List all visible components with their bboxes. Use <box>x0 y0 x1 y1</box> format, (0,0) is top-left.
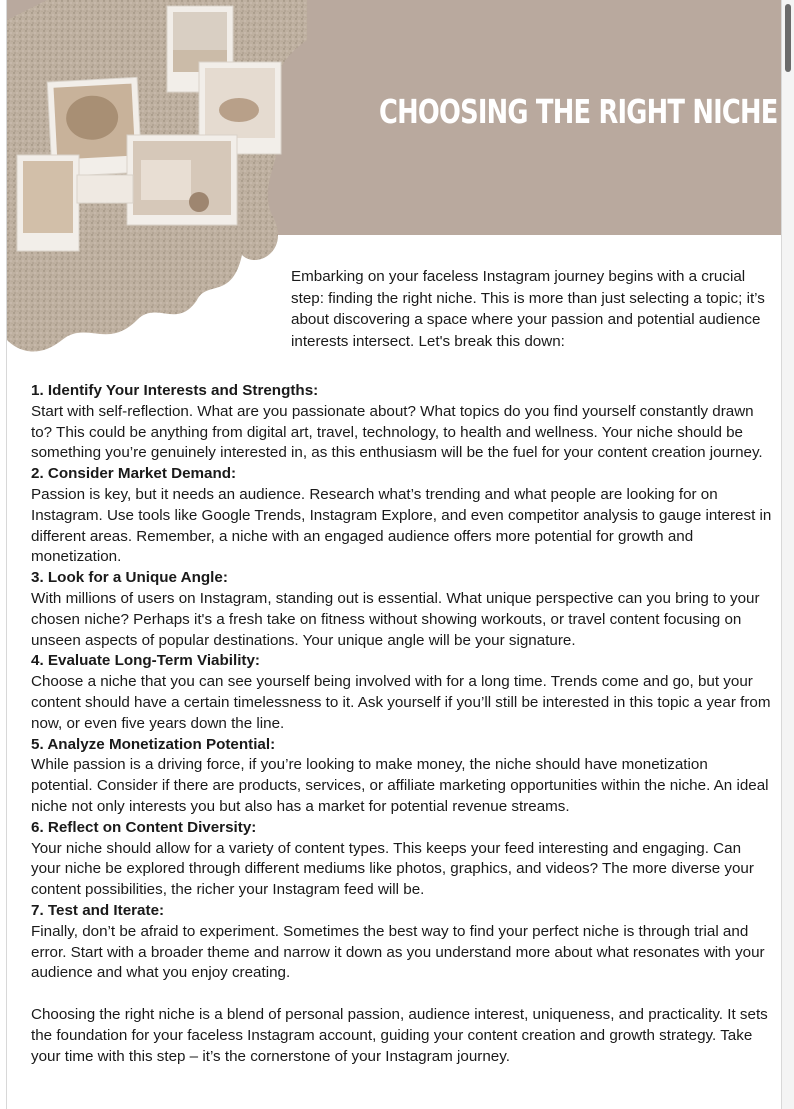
section <box>31 568 773 651</box>
section-heading: 3. Look for a Unique Angle: <box>31 569 228 587</box>
section <box>31 651 773 734</box>
section-text: Choose a niche that you can see yourself being involved with for a long time. Trends come and go, but your content should have a certain timelessness to it. Ask yourself if you’ll still be interested in this topic a year from now, or even five years down the line. <box>31 673 771 732</box>
polaroid-photo <box>127 135 237 225</box>
section <box>31 735 773 818</box>
section-text: Start with self-reflection. What are you passionate about? What topics do you find yourself constantly drawn to? This could be anything from digital art, travel, technology, to health and wellness. Your niche should be something you’re genuinely interested in, as this enthusiasm will be the fuel for your content creation journey. <box>31 402 763 462</box>
section-text: Your niche should allow for a variety of content types. This keeps your feed interesting and engaging. Can your niche be explored through different mediums like photos, graphics, and videos? The more diverse your content possibilities, the richer your Instagram feed will be. <box>31 839 754 899</box>
section-text: While passion is a driving force, if you’re looking to make money, the niche should have monetization potential. Consider if there are products, services, or affiliate marketing opportunities within the niche. An ideal niche not only interests you but also has a market for potential revenue streams. <box>31 756 769 815</box>
section <box>31 901 773 984</box>
page-title: CHOOSING THE RIGHT NICHE <box>379 92 778 131</box>
section-heading: 4. Evaluate Long-Term Viability: <box>31 652 260 670</box>
section-heading: 7. Test and Iterate: <box>31 901 165 919</box>
section <box>31 464 773 568</box>
article-body <box>31 381 773 1067</box>
document-page <box>6 0 782 1109</box>
section-heading: 5. Analyze Monetization Potential: <box>31 735 276 753</box>
polaroid-photo <box>77 175 133 203</box>
section-text: With millions of users on Instagram, standing out is essential. What unique perspective can you bring to your chosen niche? Perhaps it's a fresh take on fitness without showing workouts, or travel content focusing on unseen aspects of popular destinations. Your unique angle will be your signature. <box>31 589 760 649</box>
polaroid-photo <box>17 155 79 251</box>
section <box>31 818 773 901</box>
section <box>31 381 773 464</box>
scrollbar-thumb[interactable] <box>785 4 791 72</box>
conclusion-paragraph: Choosing the right niche is a blend of personal passion, audience interest, uniqueness, and practicality. It sets the foundation for your faceless Instagram account, guiding your content creation and growth strategy. Take your time with this step – it’s the cornerstone of your Instagram journey. <box>31 1005 768 1065</box>
section-text: Finally, don’t be afraid to experiment. Sometimes the best way to find your perfect niche is through trial and error. Start with a broader theme and narrow it down as you understand more about what resonates with your audience and what you enjoy creating. <box>31 922 765 982</box>
photo-collage-decoration <box>7 0 307 360</box>
intro-paragraph: Embarking on your faceless Instagram journey begins with a crucial step: finding the right niche. This is more than just selecting a topic; it’s about discovering a space where your passion and potential audience interests intersect. Let's break this down: <box>291 268 765 350</box>
section-heading: 2. Consider Market Demand: <box>31 465 237 483</box>
vertical-scrollbar[interactable] <box>782 0 794 1109</box>
section-text: Passion is key, but it needs an audience. Research what’s trending and what people are looking for on Instagram. Use tools like Google Trends, Instagram Explore, and even competitor analysis to gauge interest in different areas. Remember, a niche with an engaged audience offers more potential for growth and monetization. <box>31 485 772 566</box>
section-heading: 1. Identify Your Interests and Strengths: <box>31 382 319 399</box>
section-heading: 6. Reflect on Content Diversity: <box>31 818 257 836</box>
